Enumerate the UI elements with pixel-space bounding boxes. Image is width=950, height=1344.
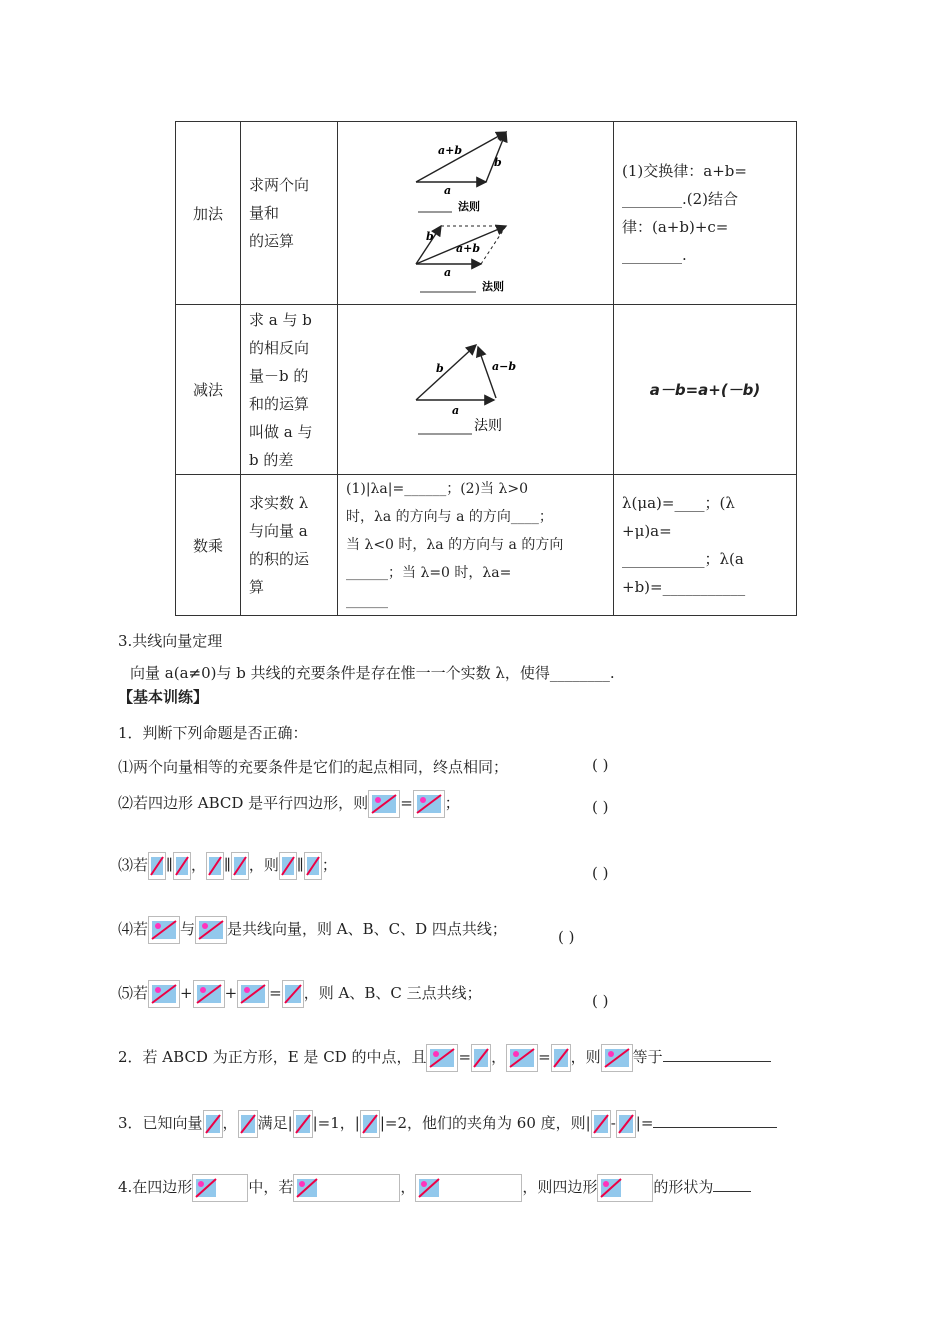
label-a: a bbox=[443, 184, 451, 197]
table-row-subtraction bbox=[176, 305, 797, 475]
question-4: 4.在四边形 中，若 ， ，则四边形 的形状为 bbox=[118, 1174, 751, 1202]
vector-image-icon bbox=[551, 1044, 571, 1072]
label-a: a bbox=[443, 266, 451, 279]
question-item: ⑴两个向量相等的充要条件是它们的起点相同，终点相同； bbox=[118, 758, 509, 776]
vector-image-icon bbox=[203, 1110, 223, 1138]
vector-image-icon bbox=[206, 852, 224, 880]
label-b: b bbox=[493, 156, 502, 169]
question-2: 2．若 ABCD 为正方形，E 是 CD 的中点，且 = ， = ，则 等于 bbox=[118, 1044, 771, 1072]
question-item: ⑵若四边形 ABCD 是平行四边形，则 = ； bbox=[118, 790, 460, 818]
question-item: ⑶若 ∥ ， ∥ ，则 ∥ ； bbox=[118, 852, 337, 880]
op-name: 加法 bbox=[176, 122, 241, 305]
question-1-title: 1．判断下列命题是否正确： bbox=[118, 724, 308, 742]
answer-paren[interactable]: ( ) bbox=[592, 992, 609, 1010]
rule-label: 法则 bbox=[473, 417, 502, 434]
vector-image-icon bbox=[597, 1174, 653, 1202]
answer-blank[interactable] bbox=[653, 1113, 777, 1128]
answer-blank[interactable] bbox=[663, 1047, 771, 1062]
vector-image-icon bbox=[231, 852, 249, 880]
vector-image-icon bbox=[601, 1044, 633, 1072]
op-description: 求实数 λ 与向量 a 的积的运 算 bbox=[241, 475, 338, 616]
collinear-theorem-text: 向量 a(a≠0)与 b 共线的充要条件是存在惟一一个实数 λ，使得________. bbox=[130, 664, 615, 682]
addition-diagram bbox=[406, 128, 546, 298]
vector-image-icon bbox=[192, 1174, 248, 1202]
label-sum: a+b bbox=[437, 144, 462, 157]
label-b: b bbox=[425, 230, 434, 243]
subtraction-diagram bbox=[406, 340, 546, 440]
vector-image-icon bbox=[415, 1174, 522, 1202]
vector-operations-table bbox=[175, 121, 797, 616]
vector-image-icon bbox=[360, 1110, 380, 1138]
vector-image-icon bbox=[368, 790, 400, 818]
answer-paren[interactable]: ( ) bbox=[592, 864, 609, 882]
vector-image-icon bbox=[173, 852, 191, 880]
vector-image-icon bbox=[506, 1044, 538, 1072]
vector-image-icon bbox=[304, 852, 322, 880]
answer-paren[interactable]: ( ) bbox=[592, 798, 609, 816]
vector-b-arrow bbox=[416, 345, 476, 400]
table-row-addition bbox=[176, 122, 797, 305]
training-title: 【基本训练】 bbox=[118, 688, 209, 706]
question-3: 3．已知向量 ， 满足| |=1，| |=2，他们的夹角为 60 度，则| - |= bbox=[118, 1110, 777, 1138]
vector-image-icon bbox=[413, 790, 445, 818]
answer-blank[interactable] bbox=[713, 1177, 751, 1192]
vector-image-icon bbox=[148, 980, 180, 1008]
answer-paren[interactable]: ( ) bbox=[592, 756, 609, 774]
label-sum: a+b bbox=[455, 242, 480, 255]
vector-image-icon bbox=[591, 1110, 611, 1138]
answer-paren[interactable]: ( ) bbox=[558, 928, 575, 946]
vector-image-icon bbox=[471, 1044, 491, 1072]
vector-image-icon bbox=[148, 852, 166, 880]
vector-image-icon bbox=[293, 1174, 400, 1202]
label-a: a bbox=[451, 403, 459, 417]
vector-image-icon bbox=[279, 852, 297, 880]
vector-image-icon bbox=[282, 980, 304, 1008]
op-diagram-cell bbox=[338, 305, 614, 475]
vector-image-icon bbox=[238, 1110, 258, 1138]
op-laws: (1)交换律：a+b= ________.(2)结合 律：(a+b)+c= ________. bbox=[614, 122, 797, 305]
label-diff: a−b bbox=[491, 359, 516, 373]
vector-image-icon bbox=[616, 1110, 636, 1138]
question-item: ⑸若 + + = ，则 A、B、C 三点共线； bbox=[118, 980, 482, 1008]
table-row-scalar-mult bbox=[176, 475, 797, 616]
op-description: 求 a 与 b 的相反向 量－b 的 和的运算 叫做 a 与 b 的差 bbox=[241, 305, 338, 475]
vector-image-icon bbox=[148, 916, 180, 944]
op-laws: λ(μa)=____；(λ +μ)a= ___________；λ(a +b)=___________ bbox=[614, 475, 797, 616]
op-laws: a－b=a+(－b) bbox=[614, 305, 797, 475]
vector-sum-arrow bbox=[416, 132, 506, 182]
op-name: 减法 bbox=[176, 305, 241, 475]
section-title: 3.共线向量定理 bbox=[118, 632, 223, 650]
op-rules: (1)|λa|=______；(2)当 λ>0 时，λa 的方向与 a 的方向____； 当 λ<0 时，λa 的方向与 a 的方向 ______；当 λ=0 时，λa= ______ bbox=[338, 475, 614, 616]
rule-label: 法则 bbox=[481, 281, 504, 293]
vector-image-icon bbox=[195, 916, 227, 944]
question-item: ⑷若 与 是共线向量，则 A、B、C、D 四点共线； bbox=[118, 916, 507, 944]
op-name: 数乘 bbox=[176, 475, 241, 616]
op-diagram-cell bbox=[338, 122, 614, 305]
vector-image-icon bbox=[293, 1110, 313, 1138]
rule-label: 法则 bbox=[457, 201, 480, 213]
label-b: b bbox=[435, 361, 444, 375]
vector-image-icon bbox=[237, 980, 269, 1008]
vector-image-icon bbox=[193, 980, 225, 1008]
vector-image-icon bbox=[426, 1044, 458, 1072]
op-description: 求两个向 量和 的运算 bbox=[241, 122, 338, 305]
